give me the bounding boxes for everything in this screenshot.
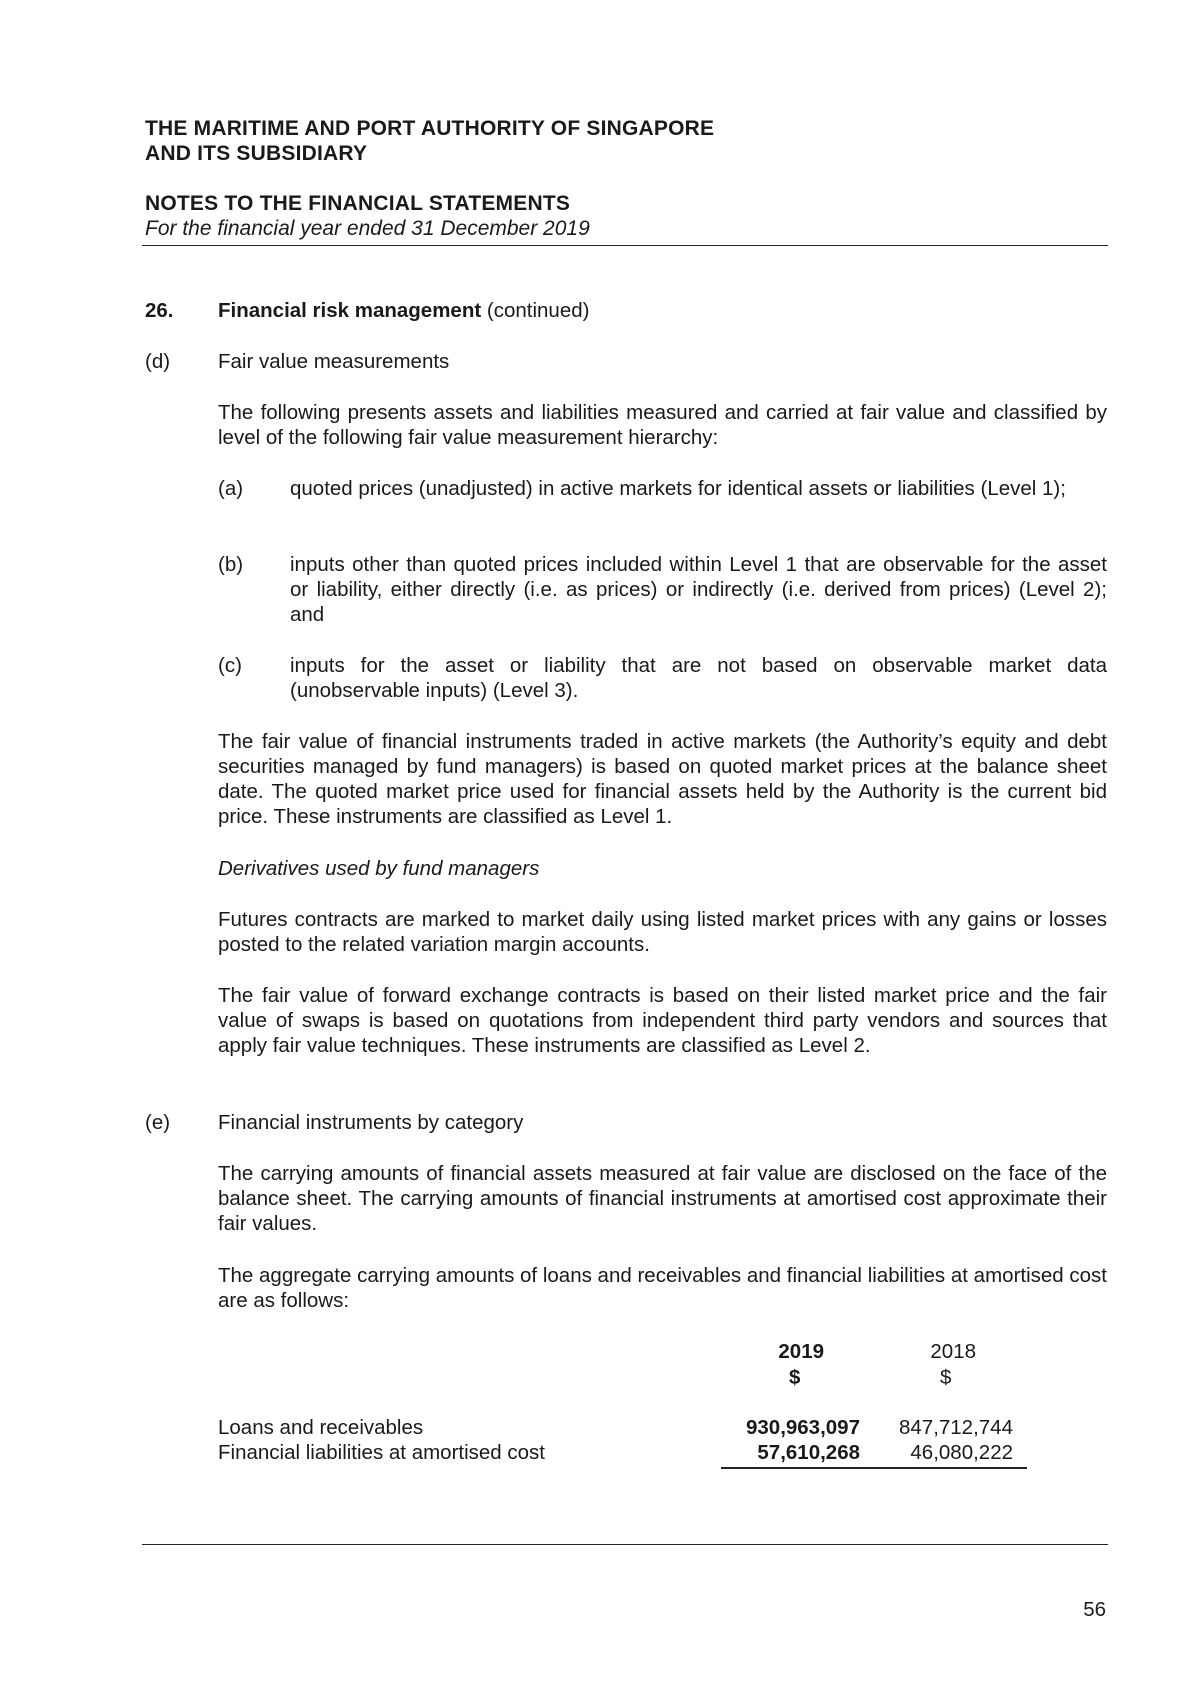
table-row-value-2019: 930,963,097 xyxy=(745,1416,860,1439)
table-row-label: Loans and receivables xyxy=(218,1416,424,1439)
section-suffix: (continued) xyxy=(486,299,590,322)
part-e-para2: The aggregate carrying amounts of loans and receivables and financial liabilities at amortised cost are as follows: xyxy=(218,1264,1107,1312)
page-number: 56 xyxy=(1083,1598,1106,1621)
table-row-label: Financial liabilities at amortised cost xyxy=(218,1441,545,1464)
para-level1-instruments: The fair value of financial instruments traded in active markets (the Authority’s equity and debt securities managed by fund managers) is based on quoted market prices at the balance sheet date. The quoted market price used for financial assets held by the Authority is the current bid price. These instruments are classified as Level 1. xyxy=(218,730,1107,828)
level-c-label: (c) xyxy=(218,654,242,677)
para-futures: Futures contracts are marked to market daily using listed market prices with any gains or losses posted to the related variation margin accounts. xyxy=(218,908,1107,956)
footer-rule xyxy=(142,1544,1108,1545)
table-header-2018: 2018 xyxy=(930,1340,976,1363)
part-e-label: (e) xyxy=(145,1111,171,1134)
section-number: 26. xyxy=(145,299,174,322)
level-b-label: (b) xyxy=(218,553,244,576)
period-subtitle: For the financial year ended 31 December 2019 xyxy=(145,217,590,240)
part-d-label: (d) xyxy=(145,350,171,373)
part-d-title: Fair value measurements xyxy=(218,350,450,373)
table-row-value-2018: 46,080,222 xyxy=(910,1441,1013,1464)
table-currency-2019: $ xyxy=(789,1366,801,1389)
para-forwards-swaps: The fair value of forward exchange contracts is based on their listed market price and the fair value of swaps is based on quotations from independent third party vendors and sources that apply fair value techniques. These instruments are classified as Level 2. xyxy=(218,984,1107,1057)
level-a-label: (a) xyxy=(218,477,244,500)
header-rule xyxy=(142,245,1108,246)
notes-title: NOTES TO THE FINANCIAL STATEMENTS xyxy=(145,192,571,215)
table-row-value-2019: 57,610,268 xyxy=(757,1441,860,1464)
table-header-2019: 2019 xyxy=(778,1340,824,1363)
section-heading xyxy=(218,298,589,323)
section-title: Financial risk management xyxy=(218,299,482,322)
level-b-text: inputs other than quoted prices included within Level 1 that are observable for the asset or liability, either directly (i.e. as prices) or indirectly (i.e. derived from prices) (Level 2); and xyxy=(290,553,1107,626)
part-d-intro: The following presents assets and liabilities measured and carried at fair value and classified by level of the following fair value measurement hierarchy: xyxy=(218,401,1107,449)
part-e-title: Financial instruments by category xyxy=(218,1111,524,1134)
part-e-para1: The carrying amounts of financial assets measured at fair value are disclosed on the face of the balance sheet. The carrying amounts of financial instruments at amortised cost approximate their fair values. xyxy=(218,1162,1107,1235)
table-row-value-2018: 847,712,744 xyxy=(898,1416,1013,1439)
table-total-rule xyxy=(721,1467,1027,1469)
table-currency-2018: $ xyxy=(940,1366,952,1389)
derivatives-heading: Derivatives used by fund managers xyxy=(218,857,540,880)
org-name-line1: THE MARITIME AND PORT AUTHORITY OF SINGAPORE xyxy=(145,117,715,140)
level-c-text: inputs for the asset or liability that are not based on observable market data (unobservable inputs) (Level 3). xyxy=(290,654,1107,702)
level-a-text: quoted prices (unadjusted) in active markets for identical assets or liabilities (Level 1); xyxy=(290,477,1066,500)
org-name-line2: AND ITS SUBSIDIARY xyxy=(145,142,368,165)
